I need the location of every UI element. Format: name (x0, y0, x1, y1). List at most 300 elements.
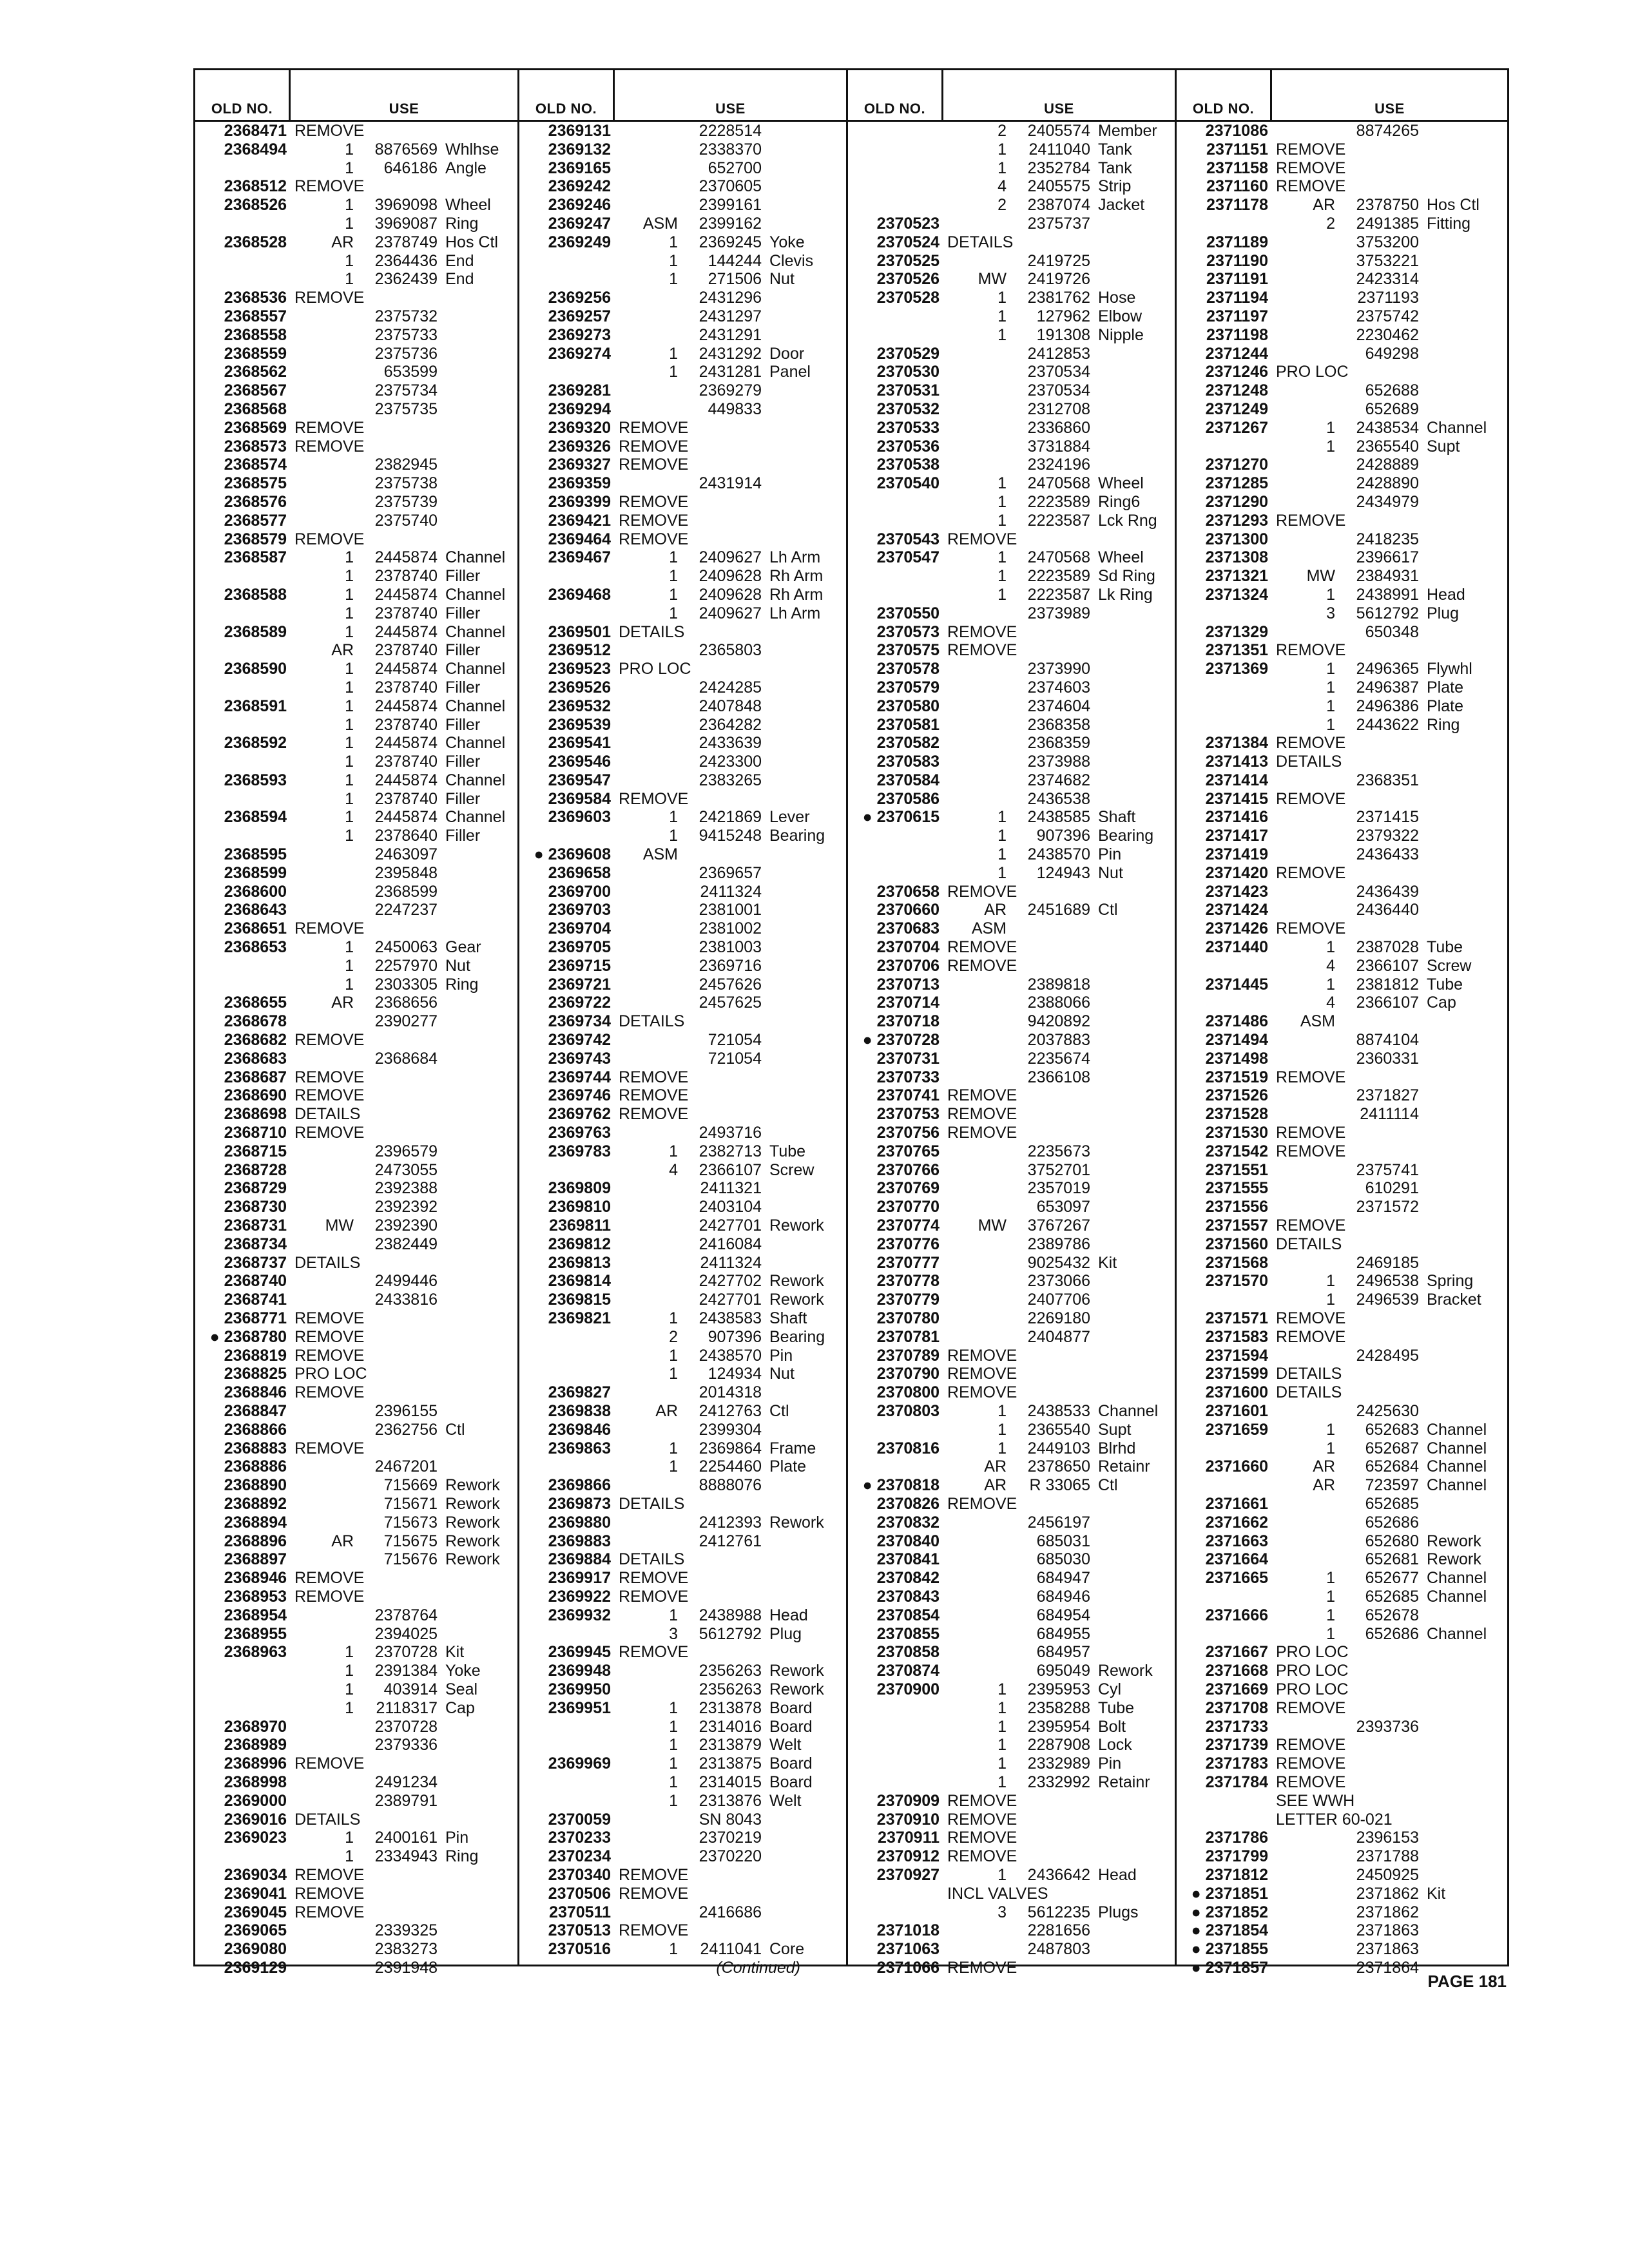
use-description (1429, 1124, 1437, 1142)
use-part-number: 2370219 (699, 1829, 762, 1847)
use-description (448, 289, 456, 307)
use-part-number: 191308 (1036, 325, 1090, 344)
use-qty: 1 (345, 622, 354, 641)
use-description: Welt (769, 1791, 802, 1810)
old-number: 2368574 (224, 456, 287, 474)
use-qty (946, 345, 1013, 363)
old-number (195, 1680, 291, 1699)
use-description (1419, 289, 1427, 307)
use-qty: 1 (669, 1940, 678, 1959)
use-qty: ASM (642, 845, 678, 864)
old-number: 2369742 (548, 1031, 611, 1050)
table-row (519, 864, 846, 883)
use-qty: 4 (998, 177, 1007, 196)
use-cell (943, 1402, 1175, 1421)
use-qty (293, 1012, 360, 1031)
old-number: 2370586 (876, 789, 940, 808)
use-qty: REMOVE (619, 1086, 689, 1105)
use-cell (291, 159, 517, 178)
use-part-number: 2405574 (1027, 122, 1090, 140)
old-number: 2368710 (224, 1124, 287, 1142)
use-cell (1272, 1216, 1507, 1235)
use-description (1429, 1699, 1437, 1718)
use-qty (617, 697, 684, 716)
use-part-number (691, 1495, 768, 1514)
old-number: 2371244 (1205, 344, 1268, 363)
use-description (1419, 808, 1427, 827)
old-number: 2368741 (224, 1291, 287, 1309)
table-row (195, 233, 517, 252)
old-number: 2369812 (548, 1235, 611, 1253)
use-cell (615, 641, 846, 660)
use-part-number (1352, 140, 1429, 159)
use-qty: PRO LOC (1276, 1680, 1349, 1698)
old-number: 2370774 (876, 1216, 940, 1235)
use-part-number: 2392388 (374, 1179, 438, 1198)
use-part-number: 2378764 (374, 1606, 438, 1624)
use-part-number (371, 1754, 448, 1773)
old-number: 2368690 (224, 1086, 287, 1105)
use-part-number: 9415248 (699, 827, 762, 845)
use-description (438, 864, 445, 883)
use-description (448, 1124, 456, 1142)
use-part-number: 2382945 (374, 456, 438, 474)
use-qty (617, 400, 684, 419)
use-cell (291, 845, 517, 864)
table-row (519, 623, 846, 642)
old-number (519, 270, 615, 289)
old-number: 2369359 (548, 474, 611, 493)
use-part-number (371, 122, 448, 140)
use-description: Bolt (1098, 1717, 1126, 1736)
use-qty (617, 326, 684, 345)
use-cell (1272, 1680, 1507, 1699)
use-part-number: 2375732 (374, 307, 438, 325)
use-cell (1272, 845, 1507, 864)
old-number: 2368866 (224, 1420, 287, 1439)
use-qty: 1 (345, 771, 354, 789)
table-row (519, 456, 846, 474)
use-cell (291, 1625, 517, 1644)
table-row (519, 1532, 846, 1551)
table-row (848, 1792, 1175, 1811)
use-qty: 1 (998, 289, 1007, 307)
use-part-number: 8874104 (1356, 1031, 1419, 1050)
use-description: Supt (1427, 437, 1460, 456)
use-cell (615, 1736, 846, 1754)
use-cell (1272, 790, 1507, 809)
use-qty: DETAILS (1276, 1383, 1342, 1402)
table-row (1177, 1625, 1507, 1644)
old-number: 2369242 (548, 177, 611, 196)
old-number (519, 1718, 615, 1736)
table-row (848, 326, 1175, 345)
old-number (195, 790, 291, 809)
use-part-number: 2313876 (699, 1791, 762, 1810)
use-part-number: 650348 (1365, 622, 1419, 641)
old-number: 2371542 (1205, 1142, 1268, 1160)
use-description: Wheel (1098, 548, 1144, 567)
use-cell (1272, 1124, 1507, 1142)
old-number: 2368728 (224, 1160, 287, 1179)
old-number: 2368471 (224, 122, 287, 140)
use-qty (293, 1550, 360, 1569)
use-description (1419, 233, 1427, 252)
old-number: 2370766 (876, 1160, 940, 1179)
use-part-number: 2407848 (699, 697, 762, 715)
table-row (848, 1811, 1175, 1829)
table-row (519, 1254, 846, 1273)
use-cell (943, 512, 1175, 530)
use-qty (617, 474, 684, 493)
use-description: Tank (1098, 140, 1132, 159)
use-cell (1272, 1829, 1507, 1847)
old-number (1177, 957, 1272, 975)
table-row (195, 697, 517, 716)
use-description: Fitting (1427, 214, 1471, 233)
use-description: Ring (445, 975, 479, 994)
use-description (1419, 1012, 1427, 1031)
use-description: Rework (769, 1680, 824, 1698)
use-qty: 1 (669, 1773, 678, 1791)
use-qty: 1 (1326, 1272, 1335, 1291)
table-row (848, 1383, 1175, 1402)
table-row (195, 1625, 517, 1644)
old-number: 2369722 (548, 994, 611, 1012)
use-cell (1272, 326, 1507, 345)
table-row (1177, 994, 1507, 1012)
use-description: Plug (769, 1624, 802, 1643)
header-use: USE (715, 101, 746, 117)
use-part-number (695, 419, 772, 437)
use-cell (291, 215, 517, 233)
use-cell (615, 1068, 846, 1087)
use-cell (943, 678, 1175, 697)
table-row (195, 474, 517, 493)
use-qty (1275, 474, 1342, 493)
table-row (848, 1347, 1175, 1365)
table-row (848, 586, 1175, 604)
use-qty (1275, 548, 1342, 567)
use-cell (615, 1754, 846, 1773)
use-part-number: 2491385 (1356, 214, 1419, 233)
old-number: 2371733 (1205, 1717, 1268, 1736)
use-cell (1272, 1235, 1507, 1254)
use-qty: PRO LOC (1276, 1643, 1349, 1662)
table-row (195, 919, 517, 938)
use-description (772, 512, 780, 530)
use-cell (615, 845, 846, 864)
use-part-number: 9420892 (1027, 1012, 1090, 1031)
use-description: Ctl (769, 1401, 789, 1420)
use-qty (946, 1012, 1013, 1031)
use-qty: 2 (998, 196, 1007, 215)
table-row (519, 1588, 846, 1606)
use-part-number: 2368684 (374, 1049, 438, 1068)
old-number: 2369809 (548, 1179, 611, 1198)
old-number (848, 326, 943, 345)
use-part-number: 2370728 (374, 1643, 438, 1662)
table-row (519, 326, 846, 345)
table-row (848, 1773, 1175, 1792)
table-row (848, 864, 1175, 883)
use-description (1419, 1031, 1427, 1050)
old-number: ● 2371854 (1191, 1921, 1268, 1940)
old-number: 2368536 (224, 289, 287, 307)
use-qty: 1 (345, 159, 354, 177)
use-qty: REMOVE (947, 1494, 1017, 1513)
old-number: 2368595 (224, 845, 287, 864)
use-description: Door (769, 344, 805, 363)
old-number: 2369884 (548, 1550, 611, 1569)
use-part-number (691, 1550, 768, 1569)
use-cell (615, 1347, 846, 1365)
use-part-number: 2428889 (1356, 456, 1419, 474)
use-part-number: 8888076 (699, 1476, 762, 1495)
table-row (195, 1383, 517, 1402)
use-part-number: 2366107 (1356, 956, 1419, 975)
use-cell (291, 1773, 517, 1792)
old-number: 2368575 (224, 474, 287, 493)
old-number: 2369658 (548, 863, 611, 882)
use-description: Lh Arm (769, 548, 821, 567)
use-qty: 1 (345, 753, 354, 771)
old-number (195, 270, 291, 289)
use-qty (617, 381, 684, 400)
use-qty: 1 (998, 492, 1007, 511)
table-row (519, 512, 846, 530)
old-number (519, 1365, 615, 1383)
old-number: 2370547 (876, 548, 940, 567)
table-row (519, 1866, 846, 1885)
table-row (1177, 1402, 1507, 1421)
table-row (848, 827, 1175, 845)
use-qty: 1 (669, 1365, 678, 1383)
old-number: 2369541 (548, 734, 611, 753)
use-cell (943, 1625, 1175, 1644)
use-description (1090, 1569, 1098, 1588)
use-description (1090, 1291, 1098, 1309)
use-part-number: 2411324 (700, 882, 762, 901)
use-part-number: 3767267 (1027, 1216, 1090, 1235)
old-number: 2370233 (548, 1829, 611, 1847)
old-number: 2369546 (548, 753, 611, 771)
use-description (762, 957, 769, 975)
table-row (195, 326, 517, 345)
use-part-number: 2445874 (374, 622, 438, 641)
use-description: Channel (1427, 1420, 1487, 1439)
old-number (195, 567, 291, 586)
use-description: Supt (1098, 1420, 1132, 1439)
use-part-number: 2421869 (699, 808, 762, 827)
use-qty: DETAILS (619, 622, 685, 641)
use-qty: ASM (642, 214, 678, 233)
use-qty: REMOVE (1276, 1216, 1346, 1235)
table-row (1177, 586, 1507, 604)
old-number: ● 2371855 (1191, 1940, 1268, 1959)
use-part-number (695, 1569, 772, 1588)
use-part-number: 2445874 (374, 734, 438, 753)
use-part-number (371, 1885, 448, 1903)
table-row (848, 1198, 1175, 1216)
use-description: Filler (445, 567, 481, 586)
use-qty: REMOVE (947, 1346, 1017, 1365)
table-row (848, 660, 1175, 678)
use-part-number: 2303305 (374, 975, 438, 994)
use-cell (943, 1495, 1175, 1514)
use-description: Nut (769, 1365, 795, 1383)
use-description: Yoke (769, 233, 805, 251)
use-description (438, 901, 445, 919)
use-cell (291, 1514, 517, 1532)
use-cell (1272, 586, 1507, 604)
use-description (772, 1643, 780, 1662)
use-part-number: 2378740 (374, 641, 438, 660)
use-qty: REMOVE (294, 1383, 365, 1402)
old-number: 2371267 (1205, 418, 1268, 437)
table-row (1177, 1588, 1507, 1606)
use-cell (291, 400, 517, 419)
old-number: 2370790 (876, 1365, 940, 1383)
table-row (1177, 177, 1507, 196)
use-cell (615, 753, 846, 771)
use-part-number: 684947 (1036, 1569, 1090, 1588)
table-row (1177, 1068, 1507, 1087)
use-description: Filler (445, 715, 481, 734)
use-part-number: 715671 (383, 1494, 438, 1513)
use-cell (615, 1421, 846, 1439)
use-part-number: 2436440 (1356, 901, 1419, 919)
use-part-number: 2445874 (374, 548, 438, 567)
use-part-number (695, 1068, 772, 1087)
use-description (762, 1903, 769, 1922)
table-row (519, 1012, 846, 1031)
use-qty (617, 1514, 684, 1532)
use-cell (291, 1940, 517, 1959)
table-row (519, 1142, 846, 1161)
use-description (448, 1068, 456, 1087)
table-row (519, 678, 846, 697)
use-description (1429, 1216, 1437, 1235)
use-cell (615, 1235, 846, 1254)
use-qty (617, 1216, 684, 1235)
table-row (1177, 567, 1507, 586)
use-cell (615, 1811, 846, 1829)
use-cell (615, 1959, 846, 1977)
table-row (1177, 1161, 1507, 1180)
table-row (195, 586, 517, 604)
use-qty: 1 (998, 585, 1007, 604)
old-number: 2369512 (548, 641, 611, 660)
table-row (1177, 901, 1507, 919)
use-description: Channel (1427, 1587, 1487, 1606)
use-description (1419, 1198, 1427, 1216)
use-cell (291, 1476, 517, 1495)
old-number: 2369131 (548, 122, 611, 140)
use-cell (1272, 159, 1507, 178)
use-description (772, 1086, 780, 1105)
use-part-number (695, 530, 772, 549)
use-description: End (445, 270, 474, 289)
table-row (195, 512, 517, 530)
use-description (1419, 252, 1427, 271)
table-row (1177, 1811, 1507, 1829)
use-qty (946, 1606, 1013, 1625)
use-cell (943, 548, 1175, 567)
use-description (448, 1031, 456, 1050)
use-qty: REMOVE (1276, 641, 1346, 660)
use-description: Rh Arm (769, 585, 824, 604)
use-description (1419, 1050, 1427, 1068)
old-number: 2371270 (1205, 456, 1268, 474)
use-description (772, 437, 780, 456)
use-qty: 1 (998, 863, 1007, 882)
use-qty: 1 (345, 789, 354, 808)
use-cell (291, 975, 517, 994)
old-number: 2370826 (876, 1494, 940, 1513)
table-row (1177, 771, 1507, 790)
use-cell (943, 233, 1175, 252)
table-row (519, 270, 846, 289)
table-row (195, 1105, 517, 1124)
use-qty: REMOVE (294, 1569, 365, 1588)
old-number: 2371557 (1205, 1216, 1268, 1235)
use-part-number: 3753221 (1356, 251, 1419, 270)
use-description (762, 975, 769, 994)
use-part-number: 2403104 (699, 1198, 762, 1216)
use-qty (1275, 1866, 1342, 1885)
table-row (195, 196, 517, 215)
use-qty: MW (978, 270, 1007, 289)
table-row (519, 1365, 846, 1383)
use-cell (943, 1588, 1175, 1606)
use-description (444, 1105, 452, 1124)
table-row (195, 1550, 517, 1569)
use-qty: DETAILS (1276, 1235, 1342, 1253)
use-qty (293, 326, 360, 345)
use-qty: REMOVE (1276, 511, 1346, 530)
use-description: Hos Ctl (1427, 196, 1480, 215)
use-cell (1272, 1514, 1507, 1532)
use-cell (1272, 1031, 1507, 1050)
use-description (1419, 1105, 1427, 1124)
use-cell (1272, 1347, 1507, 1365)
old-number: 2369399 (548, 492, 611, 511)
use-qty: REMOVE (294, 1884, 365, 1903)
use-description: Lever (769, 808, 810, 827)
old-number: 2369827 (548, 1383, 611, 1402)
use-qty: REMOVE (947, 1810, 1017, 1829)
use-cell (615, 1439, 846, 1458)
old-number: 2369327 (548, 456, 611, 474)
use-qty (617, 753, 684, 771)
use-description (1090, 1179, 1098, 1198)
use-description: Welt (769, 1736, 802, 1754)
use-cell (291, 771, 517, 790)
table-row (519, 1216, 846, 1235)
table-row (848, 159, 1175, 178)
use-part-number: 2370534 (1027, 381, 1090, 400)
use-description (448, 1328, 456, 1347)
use-cell (1272, 994, 1507, 1012)
use-cell (943, 1439, 1175, 1458)
use-cell (943, 1012, 1175, 1031)
old-number: 2370770 (876, 1198, 940, 1216)
table-row (848, 1291, 1175, 1309)
use-cell (291, 530, 517, 549)
use-cell (615, 1718, 846, 1736)
use-description: Ctl (1098, 1476, 1118, 1495)
